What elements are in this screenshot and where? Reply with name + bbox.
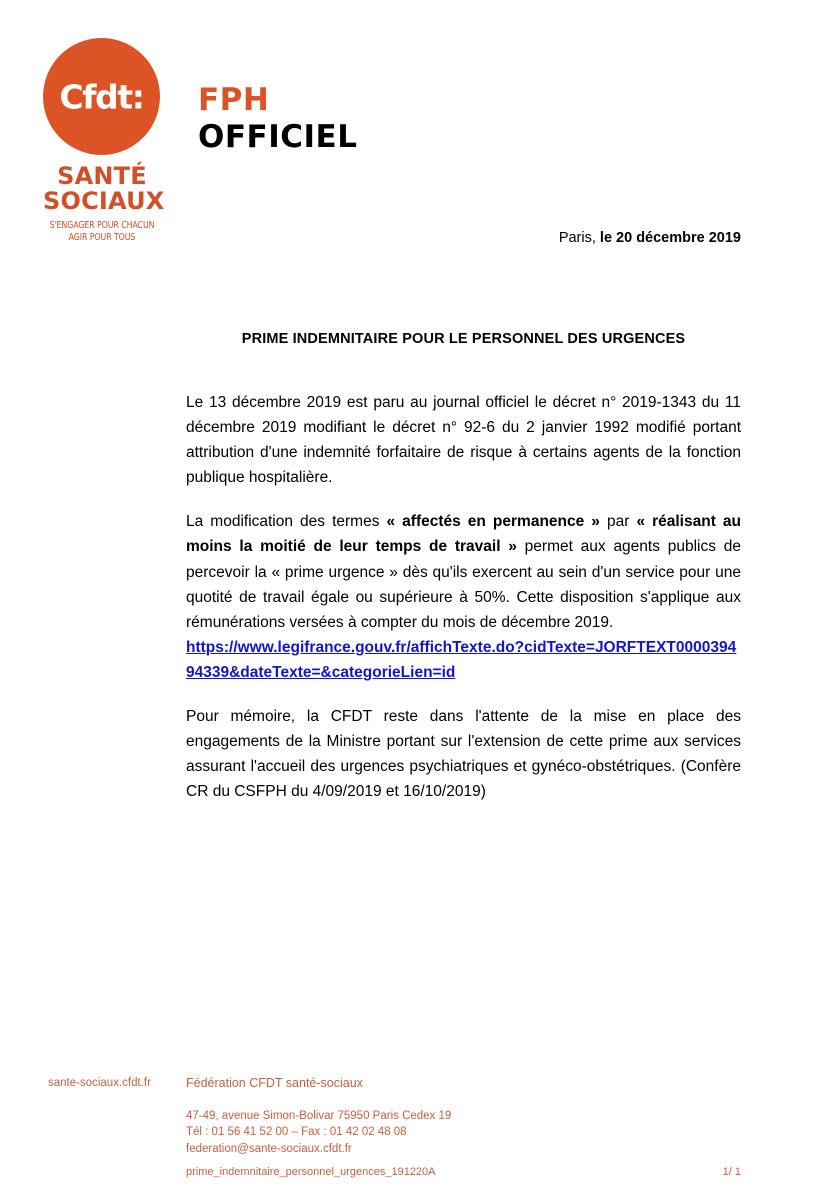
body-text: Le 13 décembre 2019 est paru au journal officiel le décret n° 2019-1343 du 11 décembre 2019 modifiant le décret n° 92-6 du 2 janvier 1992 modifié portant attribution d'une indemnité forfaitaire de risque à certains agents de la fonction publique hospitalière.	[186, 393, 741, 487]
footer-email[interactable]: federation@sante-sociaux.cfdt.fr	[186, 1142, 352, 1155]
body-text: permet aux agents publics de percevoir la « prime urgence » dès qu'ils exercent au sein d'un service pour une quotité de travail égale ou supérieure à 50%. Cette disposition s'applique aux rémunérations versées à compter du mois de décembre 2019.	[186, 538, 741, 631]
footer-address-line: 47-49, avenue Simon-Bolivar 75950 Paris Cedex 19	[186, 1110, 452, 1122]
para-modification	[186, 509, 741, 635]
footer-website[interactable]: sante-sociaux.cfdt.fr	[48, 1077, 151, 1089]
emphasised-text: « réalisant au moins la moitié de leur temps de travail »	[186, 513, 741, 556]
logo-federation-name	[43, 162, 165, 216]
footer-page-number: 1/ 1	[722, 1166, 741, 1178]
masthead-officiel: OFFICIEL	[198, 118, 358, 155]
logo-baseline-line2: AGIR POUR TOUS	[68, 232, 136, 244]
dateline-city: Paris,	[558, 230, 596, 246]
paragraph-list	[186, 390, 741, 635]
footer-file-row	[186, 1166, 741, 1178]
body-text: par	[599, 513, 637, 531]
body-text: Pour mémoire, la CFDT reste dans l'attente de la mise en place des engagements de la Ministre portant sur l'extension de cette prime aux services assurant l'accueil des urgences psychiatriques et gynéco-obstétriques. (Confère CR du CSFPH du 4/09/2019 et 16/10/2019)	[186, 708, 741, 801]
cfdt-logo	[43, 38, 165, 244]
logo-federation-line2: SOCIAUX	[43, 187, 165, 216]
logo-federation-line1: SANTÉ	[57, 162, 147, 190]
dateline-date: le 20 décembre 2019	[599, 230, 741, 246]
footer-contact-block	[186, 1108, 451, 1157]
document-body	[186, 330, 741, 804]
legifrance-link-paragraph	[186, 635, 741, 685]
footer-organization: Fédération CFDT santé-sociaux	[186, 1076, 363, 1090]
cfdt-wordmark: Cfdt:	[59, 77, 144, 116]
masthead-fph: FPH	[198, 82, 270, 118]
footer-phone-line: Tél : 01 56 41 52 00 – Fax : 01 42 02 48 08	[186, 1126, 407, 1139]
logo-baseline-slogan	[48, 220, 157, 244]
cfdt-logo-circle-icon	[43, 38, 160, 155]
para-memoire	[186, 704, 741, 804]
closing-paragraph-slot	[186, 704, 741, 804]
legifrance-link[interactable]: https://www.legifrance.gouv.fr/affichTexte.do?cidTexte=JORFTEXT000039494339&dateTexte=&categorieLien=id	[186, 638, 737, 681]
body-text: La modification des termes	[186, 513, 387, 531]
document-footer	[0, 1027, 840, 1187]
document-header	[0, 0, 840, 270]
masthead	[198, 82, 357, 155]
para-decret	[186, 390, 741, 490]
dateline	[559, 230, 741, 246]
logo-baseline-line1: S'ENGAGER POUR CHACUN	[49, 220, 155, 232]
footer-filename: prime_indemnitaire_personnel_urgences_191220A	[186, 1166, 436, 1178]
page-title: PRIME INDEMNITAIRE POUR LE PERSONNEL DES URGENCES	[241, 331, 686, 347]
emphasised-text: « affectés en permanence »	[386, 513, 600, 531]
